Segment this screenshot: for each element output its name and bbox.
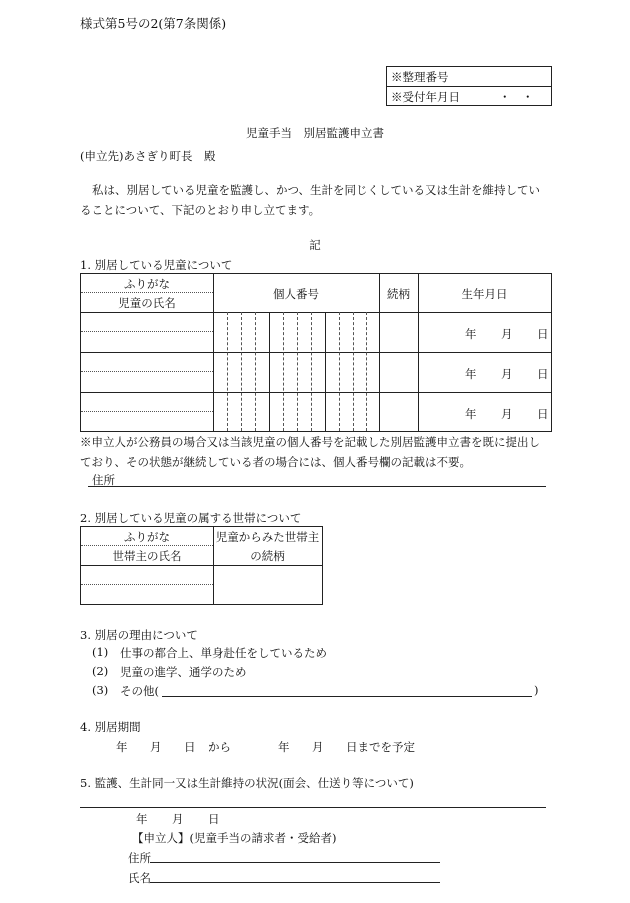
address-label: 住所 — [92, 473, 115, 487]
children-table: ふりがな 児童の氏名 個人番号 続柄 生年月日 年 月 日 年 月 日 年 月 日 — [80, 273, 552, 432]
section1-heading: 1. 別居している児童について — [80, 258, 233, 272]
reason-2[interactable]: 児童の進学、通学のため — [120, 665, 247, 679]
reason-3[interactable]: その他( — [120, 684, 159, 698]
addressee: (申立先)あさぎり町長 殿 — [80, 149, 216, 163]
document-title: 児童手当 別居監護申立書 — [246, 126, 384, 140]
applicant-address-line[interactable] — [150, 862, 440, 863]
col-birthdate: 生年月日 — [461, 287, 508, 301]
office-use-box — [386, 66, 552, 106]
reception-date-label: ※受付年月日 — [391, 90, 460, 104]
situation-line[interactable] — [80, 807, 546, 808]
reason-3-number: (3) — [92, 683, 109, 697]
col-head-name: 世帯主の氏名 — [112, 549, 182, 563]
applicant-name-line[interactable] — [150, 882, 440, 883]
col-individual-number: 個人番号 — [273, 287, 319, 301]
col-child-name: 児童の氏名 — [118, 296, 176, 310]
col-head-relation-1: 児童からみた世帯主 — [215, 530, 320, 544]
ki-heading: 記 — [309, 238, 321, 252]
col-furigana: ふりがな — [124, 277, 170, 291]
section2-heading: 2. 別居している児童の属する世帯について — [80, 511, 302, 525]
col-furigana-2: ふりがな — [124, 530, 170, 544]
col-head-relation-2: の続柄 — [250, 549, 285, 563]
reception-date-dots: ・ ・ — [499, 90, 534, 104]
section3-heading: 3. 別居の理由について — [80, 628, 198, 642]
section5-heading: 5. 監護、生計同一又は生計維持の状況(面会、仕送り等について) — [80, 776, 414, 790]
applicant-address-label: 住所 — [128, 851, 151, 865]
intro-line-2: ることについて、下記のとおり申し立てます。 — [80, 203, 321, 217]
section4-heading: 4. 別居期間 — [80, 720, 141, 734]
address-line[interactable] — [88, 486, 546, 487]
reason-1-number: (1) — [92, 645, 109, 659]
reason-1[interactable]: 仕事の都合上、単身赴任をしているため — [120, 646, 327, 660]
reason-3-close: ) — [534, 683, 539, 697]
reason-2-number: (2) — [92, 664, 109, 678]
reason-other-line[interactable] — [162, 696, 532, 697]
applicant-label: 【申立人】(児童手当の請求者・受給者) — [132, 831, 337, 845]
form-id: 様式第5号の2(第7条関係) — [80, 16, 227, 31]
note-line-2: ており、その状態が継続している者の場合には、個人番号欄の記載は不要。 — [80, 455, 471, 469]
applicant-name-label: 氏名 — [128, 871, 151, 885]
col-relationship: 続柄 — [387, 287, 410, 301]
household-table — [80, 526, 323, 605]
reference-number-label: ※整理番号 — [391, 70, 449, 84]
intro-line-1: 私は、別居している児童を監護し、かつ、生計を同じくしている又は生計を維持してい — [92, 183, 541, 197]
note-line-1: ※申立人が公務員の場合又は当該児童の個人番号を記載した別居監護申立書を既に提出し — [80, 435, 540, 449]
